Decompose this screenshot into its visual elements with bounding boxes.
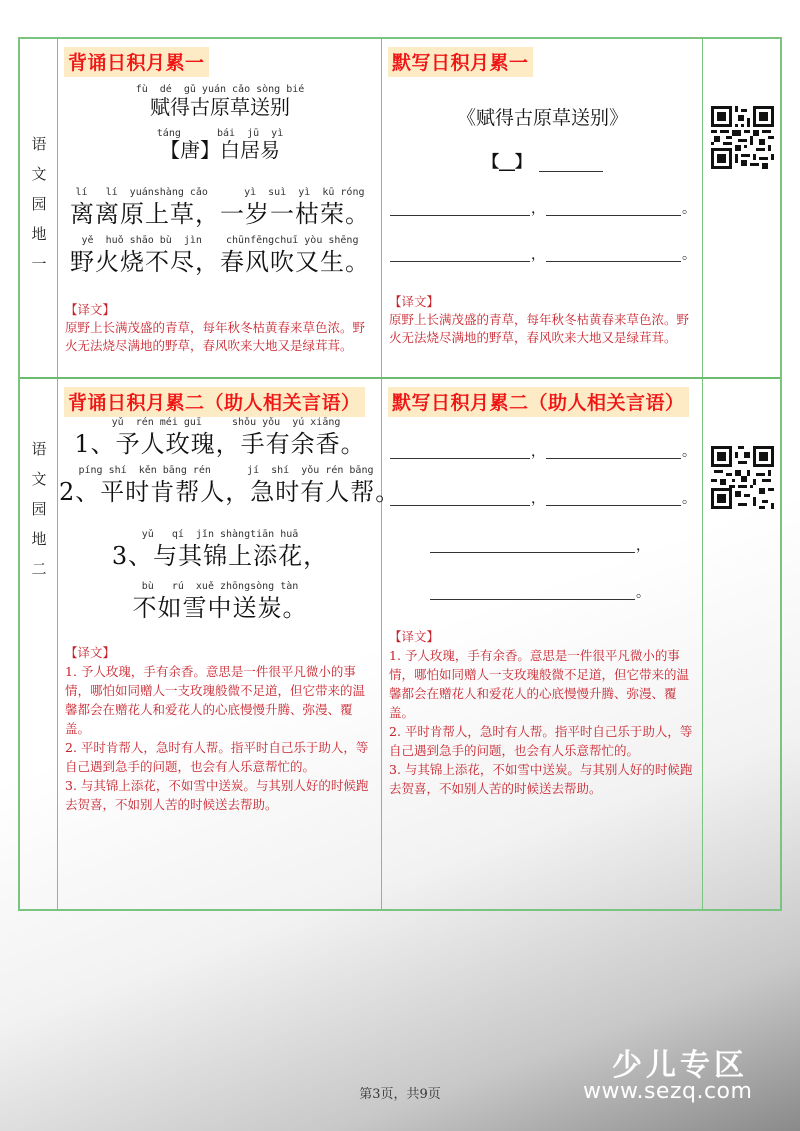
answer-blank[interactable] <box>390 491 530 506</box>
watermark-url: www.sezq.com <box>583 1079 753 1104</box>
author-blank[interactable]: 【__】 <box>483 152 532 171</box>
answer-blank[interactable] <box>546 444 681 459</box>
unit-label-2 <box>20 434 58 584</box>
answer-blank[interactable] <box>430 538 635 553</box>
dictation-cell-1 <box>383 39 702 377</box>
punctuation: 。 <box>682 201 696 217</box>
answer-blank[interactable] <box>546 491 681 506</box>
pinyin: píng shí kěn bāng rén jí shí yǒu rén bāng <box>78 465 374 476</box>
recite-cell-1 <box>59 39 381 377</box>
punctuation: 。 <box>682 491 696 507</box>
poem-title: 赋得古原草送别 <box>150 95 290 119</box>
worksheet-table <box>18 37 782 911</box>
answer-blank[interactable] <box>546 201 681 216</box>
page-indicator: 第3页，共9页 <box>359 1087 441 1102</box>
section-title: 背诵日积月累一 <box>64 47 209 77</box>
grid-line <box>702 39 703 909</box>
author-blank-row <box>483 149 603 172</box>
translation-heading: 【译文】 <box>389 294 440 309</box>
translation-block <box>389 293 696 347</box>
punctuation: 。 <box>636 585 650 601</box>
pinyin: fù dé gǔ yuán cǎo sòng bié <box>135 84 305 95</box>
translation-item: 2. 平时肯帮人，急时有人帮。指平时自己乐于助人，等自己遇到急手的问题，也会有人乐意帮忙的。 <box>65 740 369 774</box>
poem-author: 【唐】白居易 <box>160 138 280 162</box>
translation-heading: 【译文】 <box>65 302 116 317</box>
watermark-brand: 少儿专区 <box>612 1048 748 1083</box>
unit-label-text: 语文园地一 <box>31 135 47 273</box>
poem-line: 野火烧不尽，春风吹又生。 <box>70 248 370 276</box>
translation-text: 原野上长满茂盛的青草，每年秋冬枯黄春来草色浓。野火无法烧尽满地的野草，春风吹来大地又是绿茸茸。 <box>65 320 366 353</box>
pinyin: bù rú xuě zhōngsòng tàn <box>141 581 299 592</box>
translation-block <box>65 301 373 355</box>
translation-text: 原野上长满茂盛的青草，每年秋冬枯黄春来草色浓。野火无法烧尽满地的野草，春风吹来大地又是绿茸茸。 <box>389 312 690 345</box>
translation-item: 2. 平时肯帮人，急时有人帮。指平时自己乐于助人，等自己遇到急手的问题，也会有人乐意帮忙的。 <box>389 724 693 758</box>
blank-row <box>430 585 651 600</box>
translation-heading: 【译文】 <box>389 629 440 644</box>
section-title: 默写日积月累一 <box>388 47 533 77</box>
translation-heading: 【译文】 <box>65 645 116 660</box>
punctuation: 。 <box>682 444 696 460</box>
punctuation: ， <box>531 491 545 507</box>
poem-line: 3、与其锦上添花， <box>111 542 329 570</box>
poem-line: 2、平时肯帮人，急时有人帮。 <box>59 478 401 506</box>
answer-blank[interactable] <box>390 201 530 216</box>
translation-block <box>389 627 696 798</box>
poem-line: 1、予人玫瑰，手有余香。 <box>74 430 366 458</box>
punctuation: ， <box>531 201 545 217</box>
qr-code-icon <box>711 446 774 509</box>
answer-blank[interactable] <box>390 444 530 459</box>
qr-code-icon <box>711 106 774 169</box>
recite-cell-2 <box>59 379 401 911</box>
answer-blank[interactable] <box>390 247 530 262</box>
answer-blank[interactable] <box>546 247 681 262</box>
unit-label-text: 语文园地二 <box>31 440 47 578</box>
dictation-cell-2 <box>383 379 702 911</box>
punctuation: 。 <box>682 247 696 263</box>
unit-label-1 <box>20 129 58 279</box>
answer-blank[interactable] <box>430 585 635 600</box>
blank-row <box>390 201 697 216</box>
translation-item: 1. 予人玫瑰，手有余香。意思是一件很平凡微小的事情，哪怕如同赠人一支玫瑰般微不足道，但它带来的温馨都会在赠花人和爱花人的心底慢慢升腾、弥漫、覆盖。 <box>65 664 366 736</box>
pinyin: yǔ qí jǐn shàngtiān huā <box>141 529 299 540</box>
blank-row <box>390 491 697 506</box>
pinyin: lí lí yuánshàng cǎo yì suì yì kū róng <box>75 187 365 198</box>
blank-row <box>390 444 697 459</box>
section-title: 背诵日积月累二（助人相关言语） <box>64 387 365 417</box>
translation-item: 3. 与其锦上添花，不如雪中送炭。与其别人好的时候跑去贺喜，不如别人苦的时候送去帮助。 <box>389 762 693 796</box>
translation-item: 3. 与其锦上添花，不如雪中送炭。与其别人好的时候跑去贺喜，不如别人苦的时候送去帮助。 <box>65 778 369 812</box>
pinyin: táng bái jū yì <box>156 128 284 139</box>
translation-block <box>65 643 373 814</box>
poem-title: 《赋得古原草送别》 <box>456 107 628 129</box>
punctuation: ， <box>531 444 545 460</box>
section-title: 默写日积月累二（助人相关言语） <box>388 387 689 417</box>
pinyin: yǔ rén méi guī shǒu yǒu yú xiāng <box>111 417 341 428</box>
poem-line: 不如雪中送炭。 <box>132 594 308 622</box>
pinyin: yě huǒ shāo bù jìn chūnfēngchuī yòu shēng <box>81 235 359 246</box>
punctuation: ， <box>531 247 545 263</box>
author-name-blank[interactable] <box>539 157 603 172</box>
punctuation: ， <box>636 538 650 554</box>
blank-row <box>390 247 697 262</box>
poem-line: 离离原上草，一岁一枯荣。 <box>70 200 370 228</box>
blank-row <box>430 538 651 553</box>
translation-item: 1. 予人玫瑰，手有余香。意思是一件很平凡微小的事情，哪怕如同赠人一支玫瑰般微不足道，但它带来的温馨都会在赠花人和爱花人的心底慢慢升腾、弥漫、覆盖。 <box>389 648 690 720</box>
